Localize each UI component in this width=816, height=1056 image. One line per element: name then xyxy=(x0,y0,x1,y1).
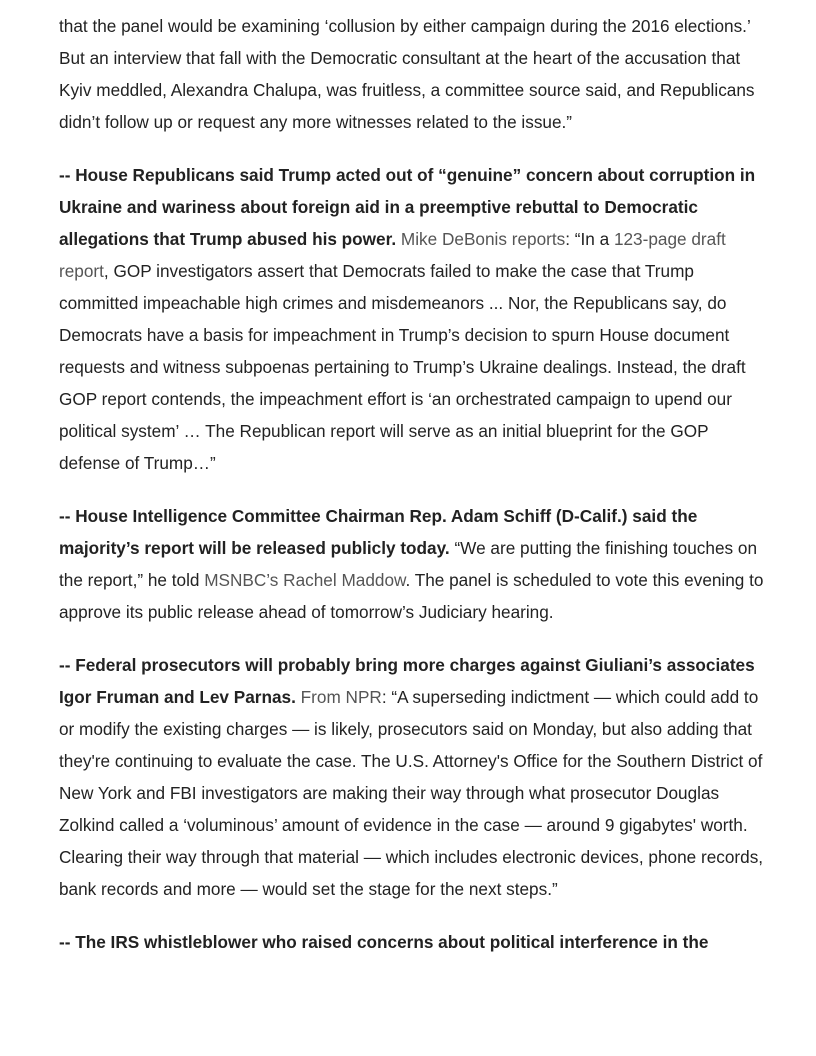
link-from-npr[interactable]: From NPR xyxy=(300,687,382,707)
paragraph-chalupa xyxy=(59,10,771,138)
link-msnbc-maddow[interactable]: MSNBC’s Rachel Maddow xyxy=(204,570,406,590)
paragraph-lead: -- House Republicans said Trump acted out of “genuine” concern about corruption in Ukraine and wariness about foreign aid in a preemptive rebuttal to Democratic allegations that Trump abused his power. xyxy=(59,165,756,249)
paragraph-text: “We are putting the finishing touches on the report,” he told xyxy=(59,538,757,590)
paragraph-gop-report xyxy=(59,159,771,479)
paragraph-lead: -- The IRS whistleblower who raised concerns about political interference in the xyxy=(59,932,709,952)
link-mike-debonis-reports[interactable]: Mike DeBonis reports xyxy=(400,229,566,249)
paragraph-text: , GOP investigators assert that Democrats failed to make the case that Trump committed impeachable high crimes and misdemeanors ... Nor, the Republicans say, do Democrats have a basis for impeachment in Trump’s decision to spurn House document requests and witness subpoenas pertaining to Trump’s Ukraine dealings. Instead, the draft GOP report contends, the impeachment effort is ‘an orchestrated campaign to upend our political system’ … The Republican report will serve as an initial blueprint for the GOP defense of Trump…” xyxy=(59,261,746,473)
paragraph-schiff xyxy=(59,500,771,628)
paragraph-text: . The panel is scheduled to vote this evening to approve its public release ahead of tomorrow’s Judiciary hearing. xyxy=(59,570,764,622)
paragraph-text: : “A superseding indictment — which could add to or modify the existing charges — is likely, prosecutors said on Monday, but also adding that they're continuing to evaluate the case. The U.S. Attorney's Office for the Southern District of New York and FBI investigators are making their way through what prosecutor Douglas Zolkind called a ‘voluminous’ amount of evidence in the case — around 9 gigabytes' worth. Clearing their way through that material — which includes electronic devices, phone records, bank records and more — would set the stage for the next steps.” xyxy=(59,687,764,899)
paragraph-lead: -- Federal prosecutors will probably bring more charges against Giuliani’s associates Igor Fruman and Lev Parnas. xyxy=(59,655,755,707)
paragraph-irs-whistleblower xyxy=(59,926,771,958)
paragraph-lead: -- House Intelligence Committee Chairman Rep. Adam Schiff (D-Calif.) said the majority’s report will be released publicly today. xyxy=(59,506,698,558)
paragraph-text: that the panel would be examining ‘collusion by either campaign during the 2016 elections.’ But an interview that fall with the Democratic consultant at the heart of the accusation that Kyiv meddled, Alexandra Chalupa, was fruitless, a committee source said, and Republicans didn’t follow up or request any more witnesses related to the issue.” xyxy=(59,16,755,132)
paragraph-text: : “In a xyxy=(565,229,614,249)
link-draft-report[interactable]: 123-page draft report xyxy=(59,229,726,281)
article-body xyxy=(59,10,771,979)
paragraph-prosecutors xyxy=(59,649,771,905)
